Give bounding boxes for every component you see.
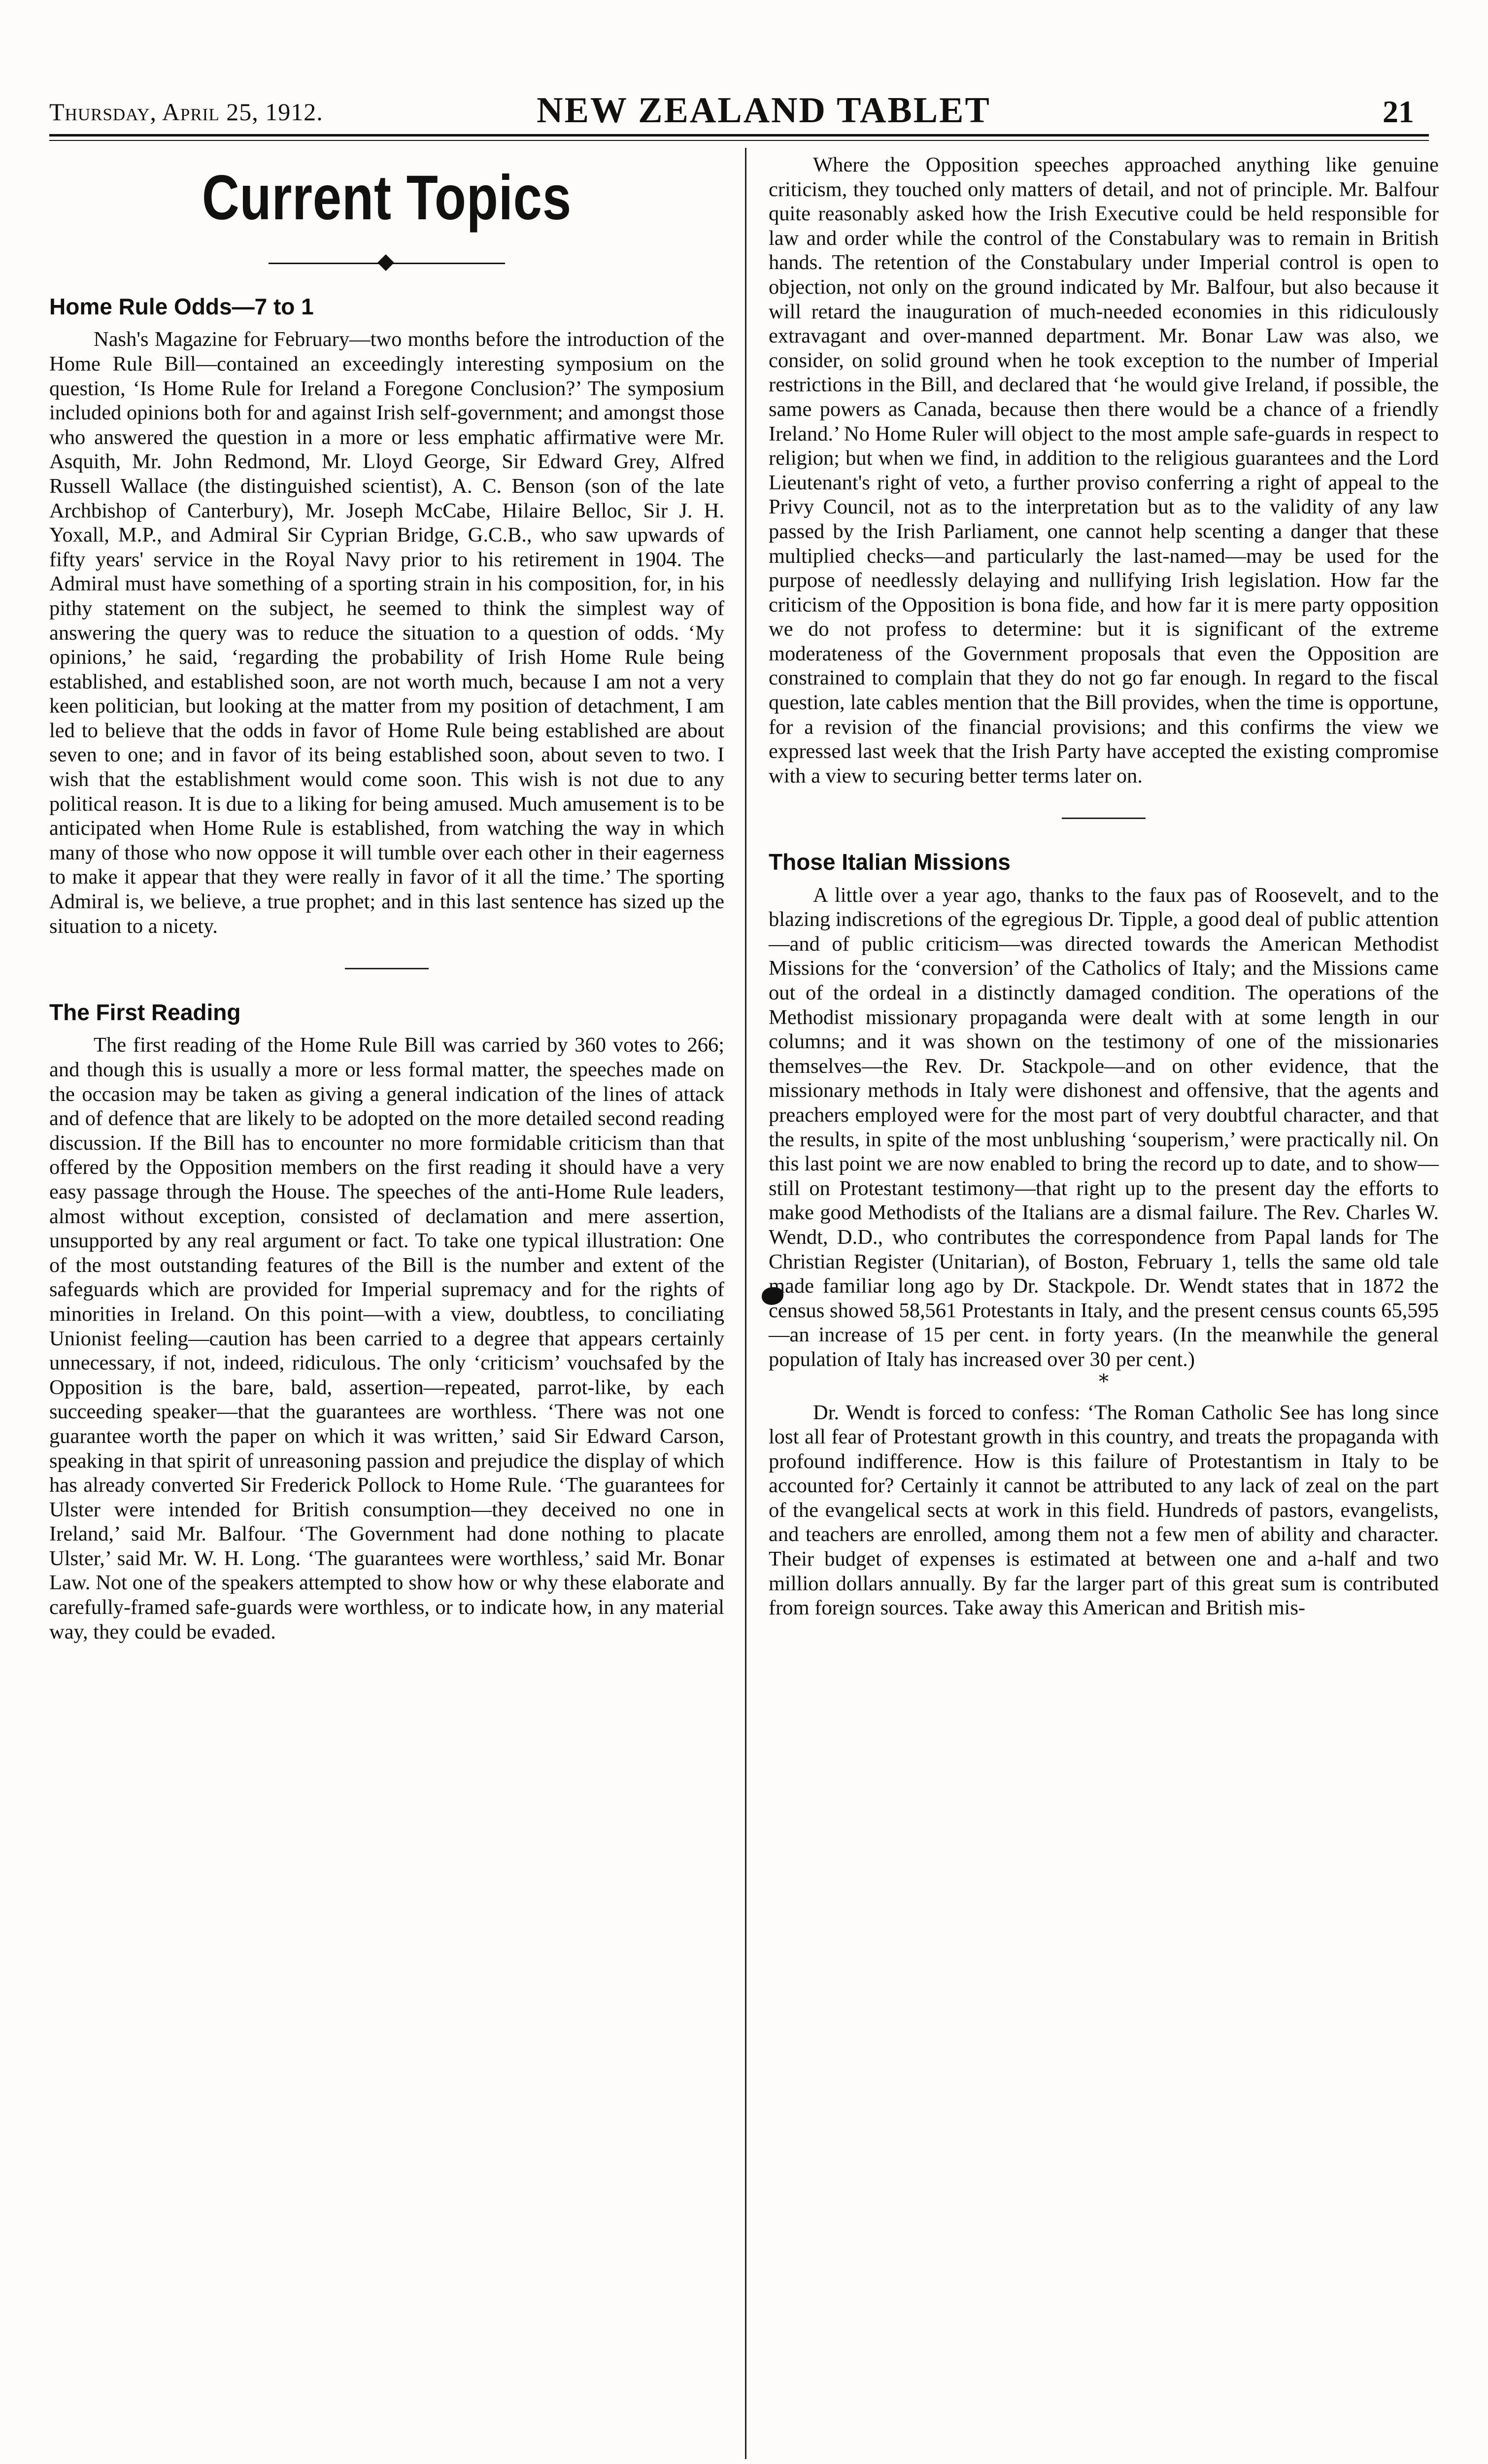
page-title: Current Topics [202, 163, 572, 233]
page-header [49, 89, 1429, 133]
left-column [49, 153, 724, 1644]
article-paragraph: Dr. Wendt is forced to confess: ‘The Roman Catholic See has long since lost all fear of Protestant growth in this country, and treats the propaganda with profound indifference. How is this failure of Protestantism in Italy to be accounted for? Certainly it cannot be attributed to any lack of zeal on the part of the evangelical sects at work in this field. Hundreds of pastors, evangelists, and teachers are enrolled, among them not a few men of ability and character. Their budget of expenses is estimated at between one and a-half and two million dollars annually. By far the larger part of this great sum is contributed from foreign sources. Take away this American and British mis- [769, 1401, 1439, 1620]
section-heading-first-reading: The First Reading [49, 999, 241, 1026]
column-divider [745, 148, 746, 2459]
asterisk-separator: * [1099, 1370, 1109, 1393]
section-separator [1062, 818, 1146, 819]
section-heading-italian-missions: Those Italian Missions [769, 849, 1011, 875]
right-column [769, 153, 1439, 1620]
section-heading-home-rule-odds: Home Rule Odds—7 to 1 [49, 294, 314, 320]
article-paragraph: Nash's Magazine for February—two months before the introduction of the Home Rule Bill—contained an exceedingly interesting symposium on the question, ‘Is Home Rule for Ireland a Foregone Conclusion?’ The symposium included opinions both for and against Irish self-government; and amongst those who answered the question in a more or less emphatic affirmative were Mr. Asquith, Mr. John Redmond, Mr. Lloyd George, Sir Edward Grey, Alfred Russell Wallace (the distinguished scientist), A. C. Benson (son of the late Archbishop of Canterbury), Mr. Joseph McCabe, Hilaire Belloc, Sir J. H. Yoxall, M.P., and Admiral Sir Cyprian Bridge, G.C.B., who saw upwards of fifty years' service in the Royal Navy prior to his retirement in 1904. The Admiral must have something of a sporting strain in his composition, for, in his pithy statement on the subject, he seemed to think the simplest way of answering the query was to reduce the situation to a question of odds. ‘My opinions,’ he said, ‘regarding the probability of Irish Home Rule being established, and established soon, are not worth much, because I am not a very keen politician, but looking at the matter from my position of detachment, I am led to believe that the odds in favor of Home Rule being established are about seven to one; and in favor of its being established soon, about seven to two. I wish that the establishment would come soon. This wish is not due to any political reason. It is due to a liking for being amused. Much amusement is to be anticipated when Home Rule is established, from watching the way in which many of those who now oppose it will tumble over each other in their eagerness to make it appear that they were really in favor of it all the time.’ The sporting Admiral is, we believe, a true prophet; and in this last sentence has sized up the situation to a nicety. [49, 328, 724, 938]
section-separator [345, 968, 429, 969]
page-number: 21 [1383, 94, 1414, 129]
header-rule [49, 134, 1429, 137]
title-ornament [269, 254, 505, 274]
diamond-icon [377, 254, 394, 271]
article-paragraph: A little over a year ago, thanks to the faux pas of Roosevelt, and to the blazing indiscretions of the egregious Dr. Tipple, a good deal of public attention—and of public criticism—was directed towards the American Methodist Missions for the ‘conversion’ of the Catholics of Italy; and the Missions came out of the ordeal in a distinctly damaged condition. The operations of the Methodist missionary propaganda were dealt with at some length in our columns; and it was shown on the testimony of one of the missionaries themselves—the Rev. Dr. Stackpole—and on other evidence, that the missionary methods in Italy were dishonest and offensive, that the agents and preachers employed were for the most part of very doubtful character, and that the results, in spite of the most unblushing ‘souperism,’ were practically nil. On this last point we are now enabled to bring the record up to date, and to show—still on Protestant testimony—that right up to the present day the efforts to make good Methodists of the Italians are a dismal failure. The Rev. Charles W. Wendt, D.D., who contributes the correspondence from Papal lands for The Christian Register (Unitarian), of Boston, February 1, tells the same old tale made familiar long ago by Dr. Stackpole. Dr. Wendt states that in 1872 the census showed 58,561 Protestants in Italy, and the present census counts 65,595—an increase of 15 per cent. in forty years. (In the meanwhile the general population of Italy has increased over 30 per cent.) [769, 883, 1439, 1371]
issue-date: Thursday, April 25, 1912. [49, 98, 323, 126]
article-paragraph: The first reading of the Home Rule Bill was carried by 360 votes to 266; and though this is usually a more or less formal matter, the speeches made on the occasion may be taken as giving a general indication of the lines of attack and of defence that are likely to be adopted on the more detailed second reading discussion. If the Bill has to encounter no more formidable criticism than that offered by the Opposition members on the first reading it should have a very easy passage through the House. The speeches of the anti-Home Rule leaders, almost without exception, consisted of declamation and mere assertion, unsupported by any real argument or fact. To take one typical illustration: One of the most outstanding features of the Bill is the number and extent of the safeguards which are provided for Imperial supremacy and for the rights of minorities in Ireland. On this point—with a view, doubtless, to conciliating Unionist feeling—caution has been carried to a degree that appears certainly unnecessary, if not, indeed, ridiculous. The only ‘criticism’ vouchsafed by the Opposition is the bare, bald, assertion—repeated, parrot-like, by each succeeding speaker—that the guarantees are worthless. ‘There was not one guarantee worth the paper on which it was written,’ said Sir Edward Carson, speaking in that spirit of unreasoning passion and prejudice the display of which has already converted Sir Frederick Pollock to Home Rule. ‘The guarantees for Ulster were intended for British consumption—they deceived no one in Ireland,’ said Mr. Balfour. ‘The Government had done nothing to placate Ulster,’ said Mr. W. H. Long. ‘The guarantees were worthless,’ said Mr. Bonar Law. Not one of the speakers attempted to show how or why these elaborate and carefully-framed safe-guards were worthless, or to indicate how, in any material way, they could be evaded. [49, 1033, 724, 1643]
article-paragraph: Where the Opposition speeches approached anything like genuine criticism, they touched only matters of detail, and not of principle. Mr. Balfour quite reasonably asked how the Irish Executive could be held responsible for law and order while the control of the Constabulary was to remain in British hands. The retention of the Constabulary under Imperial control is open to objection, not only on the ground indicated by Mr. Balfour, but also because it will retard the inauguration of much-needed economies in this ridiculously extravagant and over-manned department. Mr. Bonar Law was also, we consider, on solid ground when he took exception to the number of Imperial restrictions in the Bill, and declared that ‘he would give Ireland, if possible, the same powers as Canada, because then there would be a chance of a friendly Ireland.’ No Home Ruler will object to the most ample safe-guards in respect to religion; but when we find, in addition to the religious guarantees and the Lord Lieutenant's right of veto, a further proviso conferring a right of appeal to the Privy Council, not as to the interpretation but as to the validity of any law passed by the Irish Parliament, one cannot help scenting a danger that these multiplied checks—and particularly the last-named—may be used for the purpose of needlessly delaying and nullifying Irish legislation. How far the criticism of the Opposition is bona fide, and how far it is mere party opposition we do not profess to determine: but it is significant of the extreme moderateness of the Government proposals that even the Opposition are constrained to complain that they do not go far enough. In regard to the fiscal question, late cables mention that the Bill provides, when the time is opportune, for a revision of the financial provisions; and this confirms the view we expressed last week that the Irish Party have accepted the existing compromise with a view to securing better terms later on. [769, 153, 1439, 787]
header-rule-thin [49, 140, 1429, 141]
publication-title: NEW ZEALAND TABLET [537, 90, 991, 131]
